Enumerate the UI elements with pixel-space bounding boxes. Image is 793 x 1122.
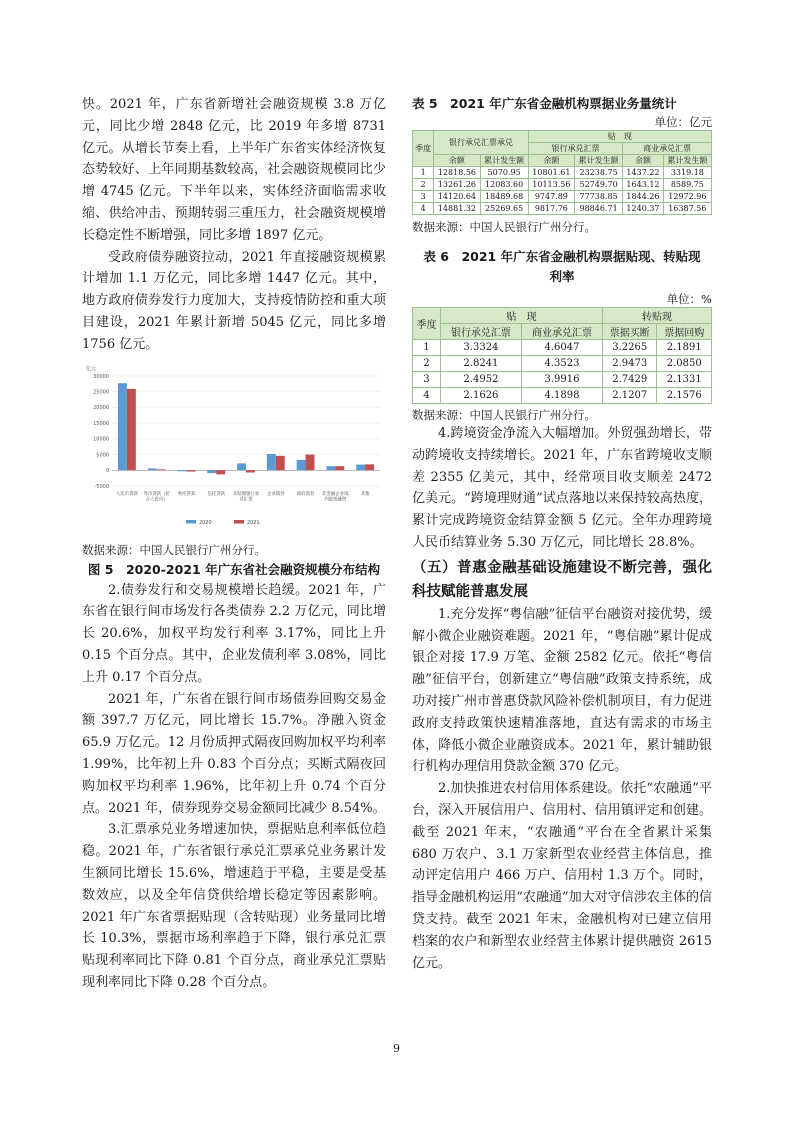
chart-ytick-label: 10000	[93, 436, 109, 443]
chart-bar-2021	[157, 469, 166, 470]
table5-source: 数据来源：中国人民银行广州分行。	[412, 220, 596, 234]
chart-bar-2021	[186, 470, 195, 471]
chart-ytick-label: 25000	[93, 389, 109, 396]
chart-category-label: 政府债券	[296, 491, 315, 497]
right-column	[412, 94, 712, 974]
table-cell: 3.9916	[521, 372, 602, 388]
paragraph-rural-credit: 2.加快推进农村信用体系建设。依托“农融通”平台，深入开展信用户、信用村、信用镇评定和创建。截至 2021 年末，“农融通”平台在全省累计采集 680 万农户、3.1 万家新型农业经营主体信息，推动评定信用户 466 万户、信用村 1.3 万个。同时，指导金融机构运用“农融通”加大对守信涉农主体的信贷支持。截至 2021 年末，金融机构对已建立信用档案的农户和新型农业经营主体累计提供融资 2615 亿元。	[412, 781, 712, 971]
table-cell: 4	[413, 203, 434, 215]
chart-ylabel: 亿元	[86, 365, 97, 372]
table-row	[413, 372, 712, 388]
table5-header-balance: 余额	[434, 155, 480, 167]
table-cell: 2	[413, 356, 441, 372]
chart-bar-2021	[127, 388, 136, 469]
table5-bill-business	[412, 130, 712, 215]
chart-ytick-label: -5000	[94, 483, 109, 490]
chart-bar-2020	[356, 464, 365, 470]
table-cell: 25269.65	[480, 203, 528, 215]
paragraph-bill-acceptance: 3.汇票承兑业务增速加快，票据贴息利率低位趋稳。2021 年，广东省银行承兑汇票承兑业务累计发生额同比增长 15.6%，增速趋于平稳，主要是受基数效应，以及全年信贷供给增长稳定等因素影响。2021 年广东省票据贴现（含转贴现）业务量同比增长 10.3%，票据市场利率趋于下降，银行承兑汇票贴现利率同比下降 0.81 个百分点，商业承兑汇票贴现利率同比下降 0.28 个百分点。	[82, 822, 386, 990]
paragraph-bond-issuance: 2.债券发行和交易规模增长趋缓。2021 年，广东省在银行间市场发行各类债券 2.2 万亿元，同比增长 20.6%，加权平均发行利率 3.17%，同比上升 0.15 个百分点。其中，企业发债利率 3.08%，同比上升 0.17 个百分点。	[82, 582, 386, 685]
table-cell: 1643.12	[623, 179, 664, 191]
table-row	[413, 167, 712, 179]
paragraph-social-financing: 快。2021 年，广东省新增社会融资规模 3.8 万亿元，同比少增 2848 亿元，比 2019 年多增 8731 亿元。从增长节奏上看，上半年广东省实体经济恢复态势较好、上年同期基数较高，社会融资规模同比少增 4745 亿元。下半年以来，实体经济面临需求收缩、供给冲击、预期转弱三重压力，社会融资规模增长稳定性不断增强，同比多增 1897 亿元。	[82, 97, 386, 243]
table-cell: 2.1891	[657, 340, 712, 356]
table-cell: 13261.26	[434, 179, 480, 191]
table-cell: 4.3523	[521, 356, 602, 372]
table5-header-bank: 银行承兑汇票	[528, 143, 622, 155]
paragraph-yuexinrong: 1.充分发挥“粤信融”征信平台融资对接优势，缓解小微企业融资难题。2021 年，“粤信融”累计促成银企对接 17.9 万笔、金额 2582 亿元。依托“粤信融”征信平台，创新建立“粤信融”政策支持系统，成功对接广州市普惠贷款风险补偿机制项目，有力促进政府支持政策快速精准落地，直达有需求的市场主体，降低小微企业融资成本。2021 年，累计辅助银行机构办理信用贷款金额 370 亿元。	[412, 606, 712, 775]
table5-header-cumulative: 累计发生额	[480, 155, 528, 167]
table-cell: 3.3324	[440, 340, 521, 356]
table-cell: 4.6047	[521, 340, 602, 356]
table-cell: 77738.85	[574, 191, 622, 203]
table-cell: 10113.56	[528, 179, 574, 191]
table5-header-balance: 余额	[528, 155, 574, 167]
table-cell: 1844.26	[623, 191, 664, 203]
table6-header-discount: 贴 现	[440, 308, 602, 324]
table-cell: 23238.75	[574, 167, 622, 179]
chart-category-label: 其他	[360, 491, 370, 497]
table6-unit: 单位：%	[666, 292, 712, 306]
table-row	[413, 388, 712, 404]
table-cell: 8589.75	[663, 179, 711, 191]
table-cell: 2.0850	[657, 356, 712, 372]
table-cell: 5070.95	[480, 167, 528, 179]
chart-category-label: 人民币贷款	[115, 491, 138, 497]
chart-bar-2020	[267, 454, 276, 470]
chart-category-label: 非金融企业境内股票融资	[322, 491, 349, 503]
table5-unit: 单位：亿元	[654, 115, 712, 129]
table-cell: 2.1626	[440, 388, 521, 404]
table-cell: 1240.37	[623, 203, 664, 215]
table-cell: 9817.76	[528, 203, 574, 215]
chart-category-label: 企业债券	[266, 491, 285, 497]
table-cell: 14881.32	[434, 203, 480, 215]
chart-category-label: 委托贷款	[177, 491, 196, 497]
chart-bar-2021	[335, 466, 344, 470]
table-cell: 12083.60	[480, 179, 528, 191]
table5-caption: 表 5 2021 年广东省金融机构票据业务量统计	[412, 96, 677, 111]
table-cell: 1437.22	[623, 167, 664, 179]
table-cell: 1	[413, 167, 434, 179]
chart-bar-2020	[297, 459, 306, 469]
chart-category-label: 外币贷款（折合人民币）	[143, 491, 170, 503]
table-row	[413, 340, 712, 356]
table6-source: 数据来源：中国人民银行广州分行。	[412, 408, 596, 422]
table6-header-rediscount: 转贴现	[603, 308, 712, 324]
table-row	[413, 203, 712, 215]
chart-ytick-label: 30000	[93, 373, 109, 380]
table-cell: 3	[413, 372, 441, 388]
table-cell: 12972.96	[663, 191, 711, 203]
table-cell: 9747.89	[528, 191, 574, 203]
figure-source: 数据来源：中国人民银行广州分行。	[82, 542, 266, 557]
figure-caption: 图 5 2020-2021 年广东省社会融资规模分布结构	[87, 561, 381, 577]
table6-header-season: 季度	[413, 308, 441, 340]
table6-header-repo: 票据回购	[657, 324, 712, 340]
table5-header-discount: 贴 现	[528, 131, 711, 143]
table5-header-cumulative: 累计发生额	[663, 155, 711, 167]
chart-bar-2020	[118, 383, 127, 470]
chart-ytick-label: 20000	[93, 404, 109, 411]
chart-category-label: 信托贷款	[207, 491, 226, 497]
table-row	[413, 356, 712, 372]
section-heading-inclusive-finance: （五）普惠金融基础设施建设不断完善，强化科技赋能普惠发展	[412, 559, 712, 600]
table-cell: 2.1207	[603, 388, 657, 404]
chart-ytick-label: 0	[105, 467, 109, 474]
table-cell: 2.8241	[440, 356, 521, 372]
table-cell: 2.9473	[603, 356, 657, 372]
chart-bar-2021	[246, 470, 255, 472]
table-cell: 3319.18	[663, 167, 711, 179]
table-cell: 12818.56	[434, 167, 480, 179]
table-cell: 16387.56	[663, 203, 711, 215]
table-cell: 3.2265	[603, 340, 657, 356]
table-cell: 10801.61	[528, 167, 574, 179]
chart-legend-swatch	[234, 520, 244, 524]
table-cell: 14120.64	[434, 191, 480, 203]
table-cell: 98846.71	[574, 203, 622, 215]
table-cell: 2.7429	[603, 372, 657, 388]
table6-discount-rates	[412, 307, 712, 404]
chart-legend-swatch	[186, 520, 196, 524]
chart-category-label: 未贴现银行承兑汇票	[232, 491, 260, 503]
table6-header-buyout: 票据买断	[603, 324, 657, 340]
chart-legend-label: 2021	[247, 519, 260, 526]
table-cell: 3	[413, 191, 434, 203]
table6-header-commercial: 商业承兑汇票	[521, 324, 602, 340]
table6-caption-line1: 表 6 2021 年广东省金融机构票据贴现、转贴现	[423, 249, 701, 264]
chart-bar-2020	[237, 463, 246, 470]
chart-bar-2020	[207, 470, 216, 473]
chart-bar-2020	[148, 468, 157, 470]
financing-structure-chart	[82, 362, 386, 534]
table6-header-bank: 银行承兑汇票	[440, 324, 521, 340]
paragraph-direct-financing: 受政府债券融资拉动，2021 年直接融资规模累计增加 1.1 万亿元，同比多增 1447 亿元。其中，地方政府债券发行力度加大，支持疫情防控和重大项目建设，2021 年累计新增 5045 亿元，同比多增 1756 亿元。	[82, 249, 386, 352]
table5-header-balance: 余额	[623, 155, 664, 167]
table-row	[413, 191, 712, 203]
table5-header-cumulative: 累计发生额	[574, 155, 622, 167]
paragraph-cross-border: 4.跨境资金净流入大幅增加。外贸强劲增长，带动跨境收支持续增长。2021 年，广东省跨境收支顺差 2355 亿美元，其中，经常项目收支顺差 2472 亿美元。“跨境理财通”试点落地以来保持较高热度，累计完成跨境资金结算金额 5 亿元。全年办理跨境人民币结算业务 5.30 万亿元，同比增长 28.8%。	[412, 426, 712, 550]
table5-header-acceptance: 银行承兑汇票承兑	[434, 131, 528, 155]
table-cell: 18489.68	[480, 191, 528, 203]
chart-legend-label: 2020	[199, 519, 212, 526]
chart-bar-2020	[178, 470, 187, 471]
chart-ytick-label: 5000	[96, 451, 109, 458]
chart-bar-2021	[365, 464, 374, 470]
table-row	[413, 179, 712, 191]
left-column	[82, 94, 386, 994]
chart-bar-2021	[276, 455, 285, 469]
chart-bar-2021	[216, 470, 225, 474]
chart-bar-2020	[326, 466, 335, 470]
table-cell: 1	[413, 340, 441, 356]
table6-caption-line2: 利率	[549, 269, 575, 284]
chart-bar-2021	[306, 454, 315, 470]
table-cell: 2.1331	[657, 372, 712, 388]
chart-ytick-label: 15000	[93, 420, 109, 427]
table-cell: 4.1898	[521, 388, 602, 404]
table-cell: 2.1576	[657, 388, 712, 404]
table-cell: 4	[413, 388, 441, 404]
table5-header-commercial: 商业承兑汇票	[623, 143, 712, 155]
table5-header-season: 季度	[413, 131, 434, 167]
paragraph-bond-repo: 2021 年，广东省在银行间市场债券回购交易金额 397.7 万亿元，同比增长 15.7%。净融入资金 65.9 万亿元。12 月份质押式隔夜回购加权平均利率 1.99%，比年初上升 0.83 个百分点；买断式隔夜回购加权平均利率 1.96%，比年初上升 0.74 个百分点。2021 年，债券现券交易金额同比减少 8.54%。	[82, 691, 386, 816]
page-number: 9	[393, 1042, 400, 1055]
table-cell: 2.4952	[440, 372, 521, 388]
table-cell: 2	[413, 179, 434, 191]
table6-caption	[412, 247, 712, 287]
figure-5-chart	[82, 362, 386, 538]
table-cell: 52749.70	[574, 179, 622, 191]
